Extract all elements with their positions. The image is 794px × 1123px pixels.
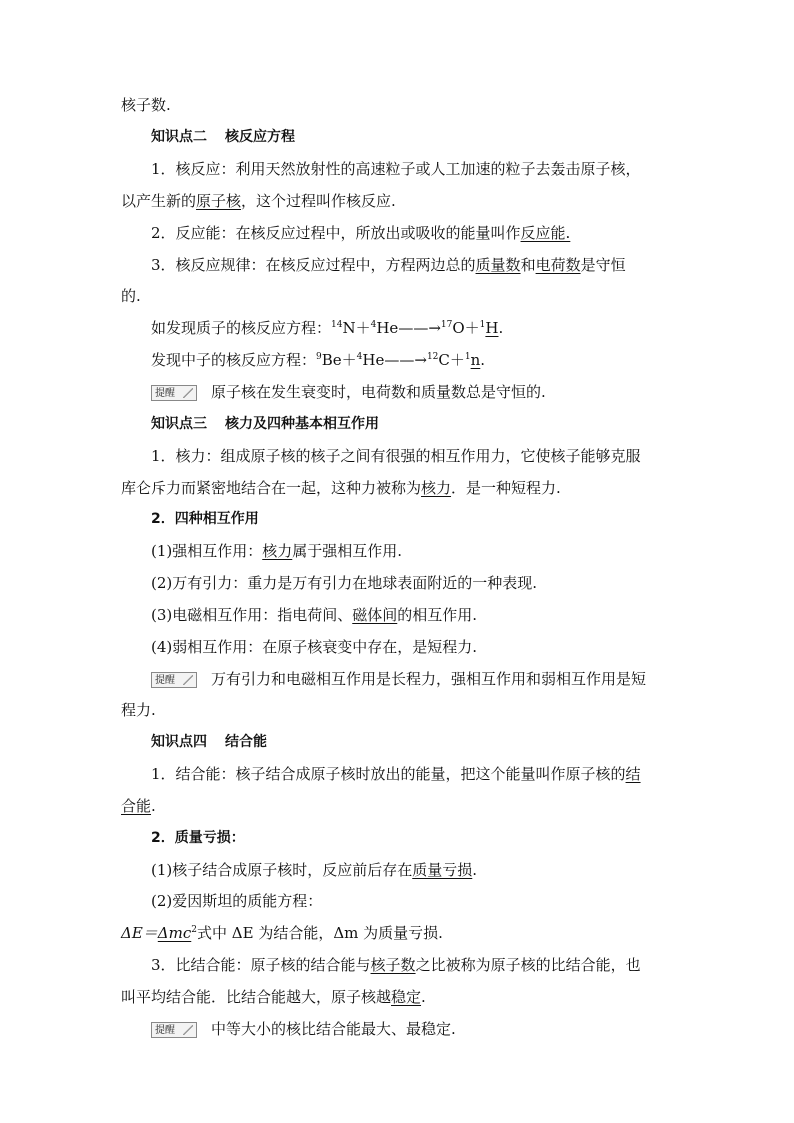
answer-blank: n	[470, 351, 481, 369]
text: 2．四种相互作用	[151, 511, 259, 527]
paragraph-line	[151, 158, 641, 180]
paragraph-line	[121, 94, 171, 116]
section-heading-4	[151, 731, 267, 753]
paragraph-line	[151, 572, 537, 594]
equation-proton-discovery	[151, 317, 503, 339]
text: (4)弱相互作用：在原子核衰变中存在，是短程力.	[151, 638, 478, 656]
paragraph-line	[151, 604, 477, 626]
tip-badge-icon: 提醒	[151, 385, 197, 401]
section-number: 知识点二	[151, 129, 207, 145]
answer-blank: H	[485, 319, 499, 337]
paragraph-line	[121, 477, 561, 499]
text: 1．结合能：核子结合成原子核时放出的能量，把这个能量叫作原子核的	[151, 765, 626, 783]
section-number: 知识点四	[151, 734, 207, 750]
text: 中等大小的核比结合能最大、最稳定.	[211, 1020, 456, 1038]
answer-blank: 核力	[421, 479, 452, 497]
text: 2．质量亏损：	[151, 830, 245, 846]
text: (1)核子结合成原子核时，反应前后存在	[151, 861, 413, 879]
section-heading-3	[151, 413, 379, 435]
reaction-arrow: ——→	[384, 351, 427, 369]
text: 发现中子的核反应方程：	[151, 351, 317, 369]
text: (2)爱因斯坦的质能方程：	[151, 892, 323, 910]
nuclide: N＋	[342, 319, 371, 337]
text: 库仑斥力而紧密地结合在一起，这种力被称为	[121, 479, 422, 497]
nuclide: He	[362, 351, 385, 369]
answer-blank: 原子核	[196, 192, 242, 210]
answer-blank: 质量亏损	[412, 861, 473, 879]
answer-blank: 磁体间	[352, 606, 398, 624]
answer-blank: 核子数	[370, 956, 416, 974]
text: ，这个过程叫作核反应.	[241, 192, 396, 210]
text: 3．比结合能：原子核的结合能与	[151, 956, 371, 974]
text: (1)强相互作用：	[151, 542, 263, 560]
paragraph-line	[151, 222, 570, 244]
paragraph-line	[121, 285, 141, 307]
paragraph-line	[121, 795, 156, 817]
text: 的.	[121, 287, 141, 305]
text: .	[421, 988, 426, 1006]
subheading	[151, 827, 245, 849]
section-heading-2	[151, 126, 295, 148]
mass-number: 4	[356, 352, 363, 362]
tip-note	[151, 668, 646, 690]
tip-note	[151, 381, 546, 403]
text: 1．核反应：利用天然放射性的高速粒子或人工加速的粒子去轰击原子核，	[151, 160, 641, 178]
paragraph-line	[151, 636, 477, 658]
paragraph-line	[151, 859, 477, 881]
nuclide: C＋	[438, 351, 465, 369]
text: 之比被称为原子核的比结合能，也	[415, 956, 641, 974]
subheading	[151, 508, 259, 530]
reaction-arrow: ——→	[398, 319, 441, 337]
text: 1．核力：组成原子核的核子之间有很强的相互作用力，它使核子能够克服	[151, 447, 641, 465]
text: (2)万有引力：重力是万有引力在地球表面附近的一种表现.	[151, 574, 538, 592]
text: .	[498, 319, 504, 337]
equation-mass-energy	[121, 922, 443, 944]
equation-neutron-discovery	[151, 349, 485, 371]
paragraph-line	[151, 254, 626, 276]
answer-blank: 质量数	[475, 256, 521, 274]
mass-number: 1	[464, 352, 471, 362]
text: 原子核在发生衰变时，电荷数和质量数总是守恒的.	[211, 383, 546, 401]
text: 3．核反应规律：在核反应过程中，方程两边总的	[151, 256, 476, 274]
paragraph-line	[151, 954, 641, 976]
text: 式中 ΔE 为结合能，Δm 为质量亏损.	[197, 924, 443, 942]
exponent: 2	[191, 925, 197, 935]
text: .	[151, 797, 156, 815]
text: 是守恒	[580, 256, 626, 274]
text: 以产生新的	[121, 192, 197, 210]
text: 程力.	[121, 701, 156, 719]
section-title: 结合能	[225, 734, 267, 750]
mass-number: 17	[440, 320, 453, 330]
section-number: 知识点三	[151, 416, 207, 432]
section-title: 核反应方程	[225, 129, 295, 145]
text: 和	[520, 256, 536, 274]
tip-badge-icon: 提醒	[151, 1022, 197, 1038]
answer-blank: 核力	[262, 542, 293, 560]
paragraph-line	[151, 763, 641, 785]
mass-number: 12	[426, 352, 439, 362]
tip-note	[151, 1018, 456, 1040]
text: (3)电磁相互作用：指电荷间、	[151, 606, 353, 624]
paragraph-line	[151, 445, 641, 467]
nuclide: O＋	[452, 319, 480, 337]
answer-blank: 合能	[121, 797, 152, 815]
answer-blank: Δmc	[157, 924, 192, 942]
text: .	[472, 861, 478, 879]
mass-number: 4	[370, 320, 377, 330]
paragraph-line	[151, 540, 402, 562]
text: 如发现质子的核反应方程：	[151, 319, 332, 337]
mass-number: 9	[316, 352, 322, 362]
paragraph-line	[151, 890, 322, 912]
text: 叫平均结合能．比结合能越大，原子核越	[121, 988, 392, 1006]
answer-blank: 电荷数	[535, 256, 581, 274]
section-title: 核力及四种基本相互作用	[225, 416, 379, 432]
nuclide: He	[376, 319, 399, 337]
text: 万有引力和电磁相互作用是长程力，强相互作用和弱相互作用是短	[211, 670, 647, 688]
answer-blank: 稳定	[391, 988, 422, 1006]
nuclide: Be＋	[321, 351, 357, 369]
text: 2．反应能：在核反应过程中，所放出或吸收的能量叫作	[151, 224, 521, 242]
text: 属于强相互作用.	[292, 542, 403, 560]
text: ．是一种短程力.	[451, 479, 561, 497]
text: 的相互作用.	[397, 606, 478, 624]
answer-blank: 结	[625, 765, 641, 783]
mass-number: 1	[479, 320, 486, 330]
paragraph-line	[121, 986, 426, 1008]
tip-badge-icon: 提醒	[151, 672, 197, 688]
paragraph-line	[121, 190, 396, 212]
text: ΔE＝	[121, 924, 158, 942]
answer-blank: 反应能.	[520, 224, 571, 242]
text: 核子数.	[121, 96, 171, 114]
paragraph-line	[121, 699, 156, 721]
mass-number: 14	[331, 320, 343, 330]
text: .	[480, 351, 486, 369]
